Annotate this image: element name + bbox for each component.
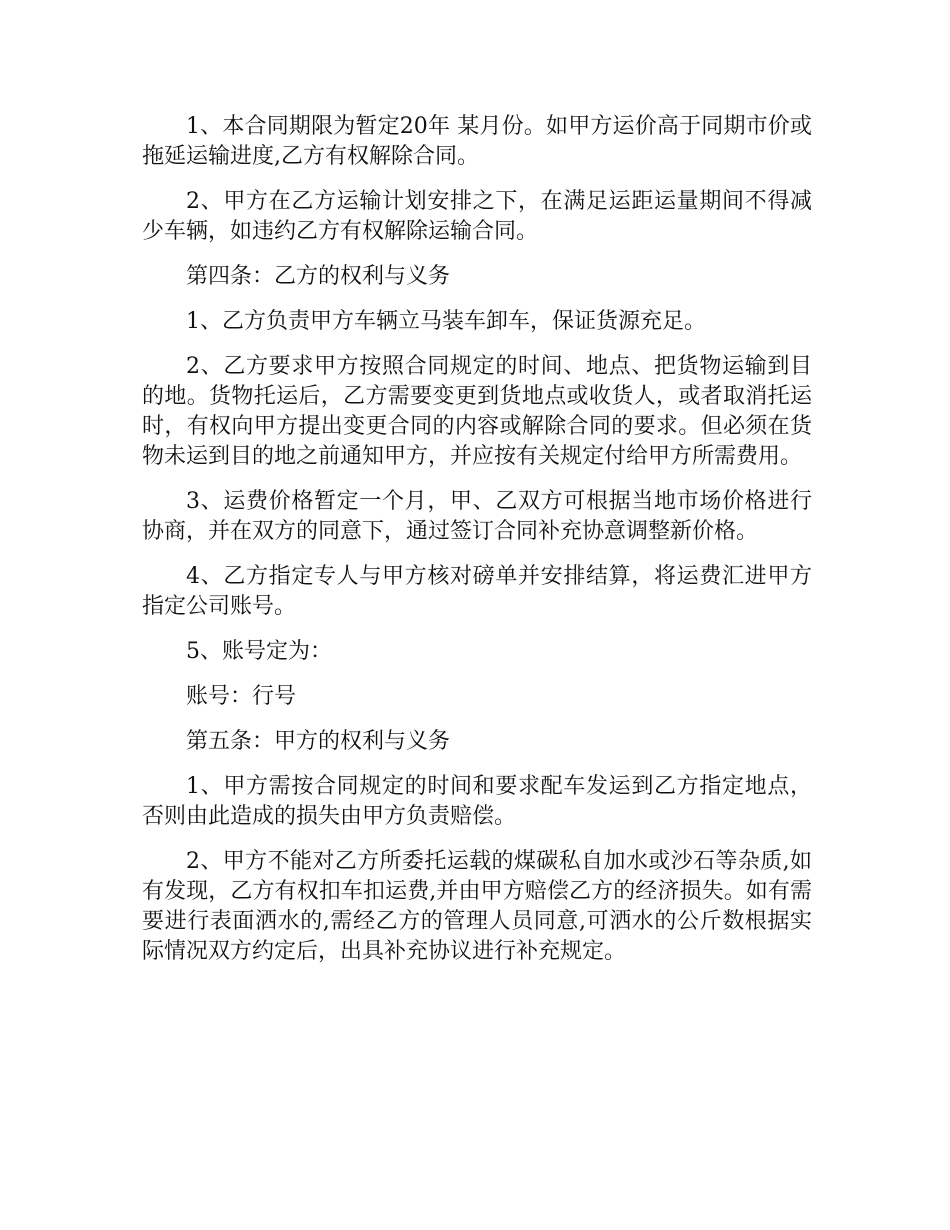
document-page — [142, 112, 812, 982]
paragraph-party-b-clause-5: 5、账号定为： — [186, 639, 332, 664]
paragraph-term-clause-1: 1、本合同期限为暂定20年 某月份。如甲方运价高于同期市价或拖延运输进度,乙方有权解除合同。 — [142, 114, 812, 169]
paragraph-account-number: 账号：行号 — [186, 684, 297, 709]
paragraph-party-b-clause-4: 4、乙方指定专人与甲方核对磅单并安排结算，将运费汇进甲方指定公司账号。 — [142, 564, 812, 619]
paragraph-term-clause-2: 2、甲方在乙方运输计划安排之下，在满足运距运量期间不得减少车辆，如违约乙方有权解除运输合同。 — [142, 189, 812, 244]
paragraph-party-a-clause-1: 1、甲方需按合同规定的时间和要求配车发运到乙方指定地点，否则由此造成的损失由甲方负责赔偿。 — [142, 774, 812, 829]
paragraph-party-b-clause-3: 3、运费价格暂定一个月，甲、乙双方可根据当地市场价格进行协商，并在双方的同意下，通过签订合同补充协意调整新价格。 — [142, 489, 812, 544]
paragraph-party-a-clause-2: 2、甲方不能对乙方所委托运载的煤碳私自加水或沙石等杂质,如有发现，乙方有权扣车扣运费,并由甲方赔偿乙方的经济损失。如有需要进行表面洒水的,需经乙方的管理人员同意,可洒水的公斤数根据实际情况双方约定后，出具补充协议进行补充规定。 — [142, 849, 812, 964]
paragraph-party-b-clause-1: 1、乙方负责甲方车辆立马装车卸车，保证货源充足。 — [186, 309, 706, 334]
section-heading-article-5: 第五条：甲方的权利与义务 — [186, 729, 451, 754]
paragraph-party-b-clause-2: 2、乙方要求甲方按照合同规定的时间、地点、把货物运输到目的地。货物托运后，乙方需要变更到货地点或收货人，或者取消托运时，有权向甲方提出变更合同的内容或解除合同的要求。但必须在货物未运到目的地之前通知甲方，并应按有关规定付给甲方所需费用。 — [142, 354, 812, 469]
section-heading-article-4: 第四条：乙方的权利与义务 — [186, 264, 451, 289]
